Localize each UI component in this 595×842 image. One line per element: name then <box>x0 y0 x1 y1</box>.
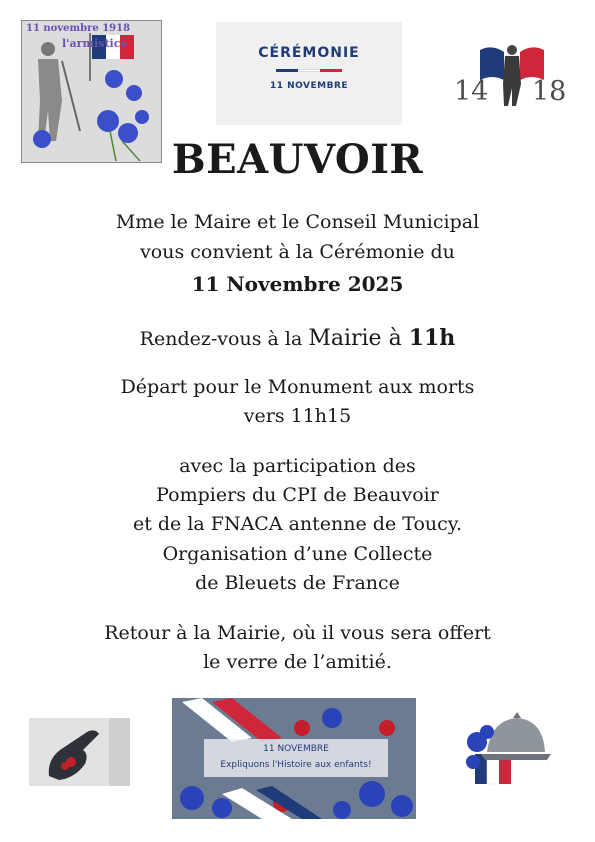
tricolor-stripe-white <box>298 69 320 72</box>
ceremonie-banner-date: 11 NOVEMBRE <box>269 81 349 91</box>
page-title: BEAUVOIR <box>171 136 424 183</box>
poster-caption-subtitle: Expliquons l'Histoire aux enfants! <box>220 760 372 770</box>
tricolor-stripe-red <box>320 69 342 72</box>
rendezvous-time: 11h <box>408 325 456 351</box>
participation-line2: Pompiers du CPI de Beauvoir <box>156 484 439 506</box>
ceremonie-banner-title: CÉRÉMONIE <box>258 45 360 61</box>
ceremony-date: 11 Novembre 2025 <box>191 272 404 296</box>
ceremonie-banner <box>216 22 402 125</box>
poster-caption-band <box>204 739 388 777</box>
invitation-line1: Mme le Maire et le Conseil Municipal <box>115 211 480 233</box>
participation-line1: avec la participation des <box>179 455 416 477</box>
history-children-poster <box>172 698 416 819</box>
rendezvous-prefix: Rendez-vous à la <box>139 328 309 350</box>
participation-line3: et de la FNACA antenne de Toucy. <box>132 513 463 535</box>
poster-caption-title: 11 NOVEMBRE <box>263 744 329 754</box>
rendezvous-place: Mairie <box>308 326 382 351</box>
armistice-caption-line2: l'armistice <box>62 37 128 50</box>
helmet-cornflower-illustration <box>465 712 551 790</box>
depart-line2: vers 11h15 <box>243 405 352 427</box>
rendezvous-line <box>0 325 595 351</box>
logo-year-18: 18 <box>532 76 567 107</box>
retour-line1: Retour à la Mairie, où il vous sera offert <box>104 622 491 644</box>
participation-line4: Organisation d’une Collecte <box>162 543 433 565</box>
rendezvous-middle: à <box>381 326 409 351</box>
logo-14-18 <box>452 40 572 108</box>
invitation-line2: vous convient à la Cérémonie du <box>140 241 455 263</box>
depart-line1: Départ pour le Monument aux morts <box>120 376 475 398</box>
tricolor-stripe-blue <box>276 69 298 72</box>
hand-poppy-photo <box>29 718 130 786</box>
participation-line5: de Bleuets de France <box>195 572 400 594</box>
armistice-caption-line1: 11 novembre 1918 <box>26 23 131 34</box>
retour-line2: le verre de l’amitié. <box>203 651 392 673</box>
logo-year-14: 14 <box>454 76 489 107</box>
